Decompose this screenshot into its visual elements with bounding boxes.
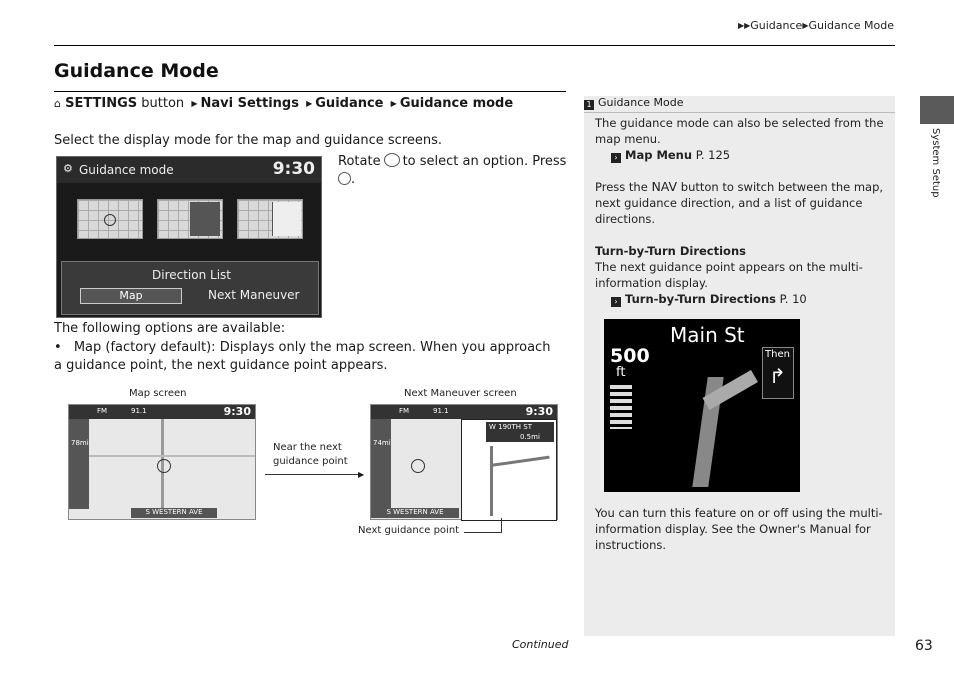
map-status-bar [69, 405, 255, 419]
title-rule [54, 91, 566, 92]
leader-line [501, 518, 502, 533]
ref-term: Map Menu [625, 148, 693, 162]
intro-text: Select the display mode for the map and guidance screens. [54, 133, 443, 148]
then-label: Then [765, 349, 790, 360]
bullet-map [54, 339, 554, 375]
then-box [762, 347, 794, 399]
para2-text: Press the [595, 180, 648, 194]
arrow-line [265, 474, 361, 475]
nm-clock: 9:30 [525, 405, 553, 418]
screen-clock: 9:30 [272, 159, 315, 179]
nav-path [54, 96, 513, 111]
reference-icon: › [611, 297, 621, 307]
nav-guidance-mode: Guidance mode [399, 96, 514, 111]
fm-label: FM [97, 407, 108, 415]
mid-display [604, 319, 800, 492]
options-intro: The following options are available: [54, 321, 286, 336]
road [89, 455, 255, 457]
page-number: 63 [915, 638, 933, 654]
home-icon: ⌂ [54, 97, 61, 110]
option-next-maneuver[interactable]: Next Maneuver [208, 288, 300, 302]
nm-distance: 74mi [373, 439, 391, 447]
maneuver-road [490, 446, 493, 516]
maneuver-header [486, 422, 554, 442]
next-maneuver-label: Next Maneuver screen [404, 388, 517, 399]
chapter-tab [920, 96, 954, 124]
tbt-heading: Turn-by-Turn Directions [595, 244, 746, 258]
map-screen [68, 404, 256, 520]
fm-label: FM [399, 407, 410, 415]
mid-unit: ft [616, 365, 626, 380]
distance-bars [610, 385, 632, 429]
maneuver-panel [461, 419, 557, 521]
triangle-icon: ▶▶ [737, 21, 751, 30]
car-icon [104, 214, 116, 226]
dial-icon [384, 153, 400, 167]
nav-key: NAV [651, 179, 678, 194]
bullet-text: (factory default): Displays only the map screen. When you approach a guidance point, the next guidance point appears. [54, 340, 551, 373]
note-icon: 1 [584, 100, 594, 110]
map-screen-label: Map screen [129, 388, 187, 399]
nm-status-bar [371, 405, 557, 419]
freq-label: 91.1 [131, 407, 147, 415]
mode-thumb-map[interactable] [77, 199, 143, 239]
screen-header [57, 157, 321, 183]
bullet-term: Map [73, 340, 102, 355]
street-banner: S WESTERN AVE [131, 508, 217, 518]
nav-button-word: button [141, 96, 185, 111]
sidebar-para3: You can turn this feature on or off using the multi-information display. See the Owner's Manual for instructions. [595, 506, 883, 552]
mid-distance: 500 [610, 345, 650, 367]
sidebar-ref2[interactable] [611, 291, 807, 307]
rotate-text-b: to select an option. Press [402, 154, 567, 169]
mode-options-panel [61, 261, 319, 315]
next-maneuver-screen [370, 404, 558, 520]
mode-thumb-maneuver[interactable] [237, 199, 303, 239]
ref-page: P. 10 [779, 292, 807, 306]
sidebar-ref1[interactable] [611, 147, 730, 163]
triangle-icon: ▶ [191, 99, 198, 108]
option-map[interactable]: Map [80, 288, 182, 304]
para2-text: button to switch between the map, next guidance direction, and a list of guidance directions. [595, 180, 884, 226]
map-left-panel [69, 419, 89, 509]
freq-label: 91.1 [433, 407, 449, 415]
turn-right-arrow-icon: ↱ [769, 364, 786, 388]
sidebar-para2 [595, 179, 885, 227]
list-panel [190, 202, 220, 236]
triangle-icon: ▶ [306, 99, 313, 108]
page-title: Guidance Mode [54, 60, 219, 82]
sidebar-para1: The guidance mode can also be selected from the map menu. [595, 116, 884, 146]
nav-navi-settings: Navi Settings [200, 96, 299, 111]
bullet-icon: • [54, 340, 62, 355]
triangle-icon: ▶ [802, 21, 809, 30]
reference-icon: › [611, 153, 621, 163]
nm-left-panel [371, 419, 391, 509]
header-rule [54, 45, 895, 46]
nav-guidance: Guidance [315, 96, 384, 111]
mode-thumb-list[interactable] [157, 199, 223, 239]
rotate-text: Rotate [338, 154, 381, 169]
maneuver-panel [272, 202, 301, 236]
map-distance: 78mi [71, 439, 89, 447]
leader-line [464, 532, 502, 533]
guidance-mode-screen [56, 156, 322, 318]
ref-page: P. 125 [695, 148, 731, 162]
chapter-label: System Setup [930, 128, 941, 198]
arrow-head-icon: ▶ [358, 470, 365, 479]
maneuver-road [490, 456, 550, 467]
sidebar-header [584, 96, 895, 113]
breadcrumb-item: Guidance [750, 19, 803, 32]
car-icon [411, 459, 425, 473]
nav-settings: SETTINGS [65, 96, 138, 111]
street-banner: S WESTERN AVE [371, 508, 459, 518]
sidebar-title: Guidance Mode [598, 96, 684, 109]
mid-street: Main St [670, 323, 745, 347]
continued-label: Continued [512, 638, 569, 651]
map-clock: 9:30 [223, 405, 251, 418]
rotate-instruction [338, 153, 568, 189]
next-street: W 190TH ST [489, 423, 532, 431]
tbt-text: The next guidance point appears on the multi-information display. [595, 260, 863, 290]
ref-term: Turn-by-Turn Directions [625, 292, 776, 306]
next-point-label: Next guidance point [358, 525, 460, 536]
car-icon [157, 459, 171, 473]
rotate-text-c: . [351, 172, 356, 187]
breadcrumb-item: Guidance Mode [808, 19, 894, 32]
enter-icon [338, 172, 351, 185]
triangle-icon: ▶ [390, 99, 397, 108]
screen-header-title: Guidance mode [79, 163, 174, 177]
near-label: Near the next guidance point [273, 442, 348, 467]
next-distance: 0.5mi [520, 433, 540, 441]
option-direction-list[interactable]: Direction List [152, 268, 232, 282]
breadcrumb [738, 19, 894, 32]
gear-icon: ⚙ [63, 162, 73, 175]
